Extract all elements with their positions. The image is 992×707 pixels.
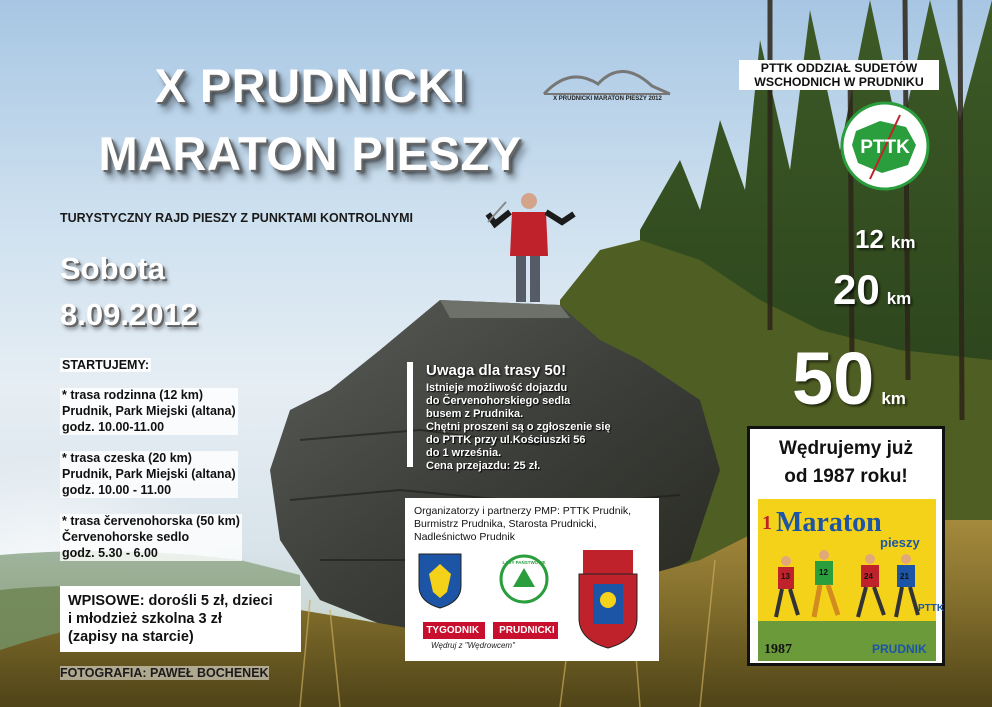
route-cervenohorska-time: godz. 5.30 - 6.00 — [62, 545, 158, 560]
forest-service-logo — [499, 554, 549, 604]
title-line-1: X PRUDNICKI — [154, 59, 466, 112]
route-family-place: Prudnik, Park Miejski (altana) — [62, 403, 236, 418]
partners-box — [405, 498, 659, 661]
fee-line-1: WPISOWE: dorośli 5 zł, dzieci — [68, 593, 273, 609]
title-line-2: MARATON PIESZY — [98, 127, 522, 180]
pttk-logo-text: PTTK — [860, 137, 910, 158]
old-poster-title: Maraton — [776, 507, 882, 538]
distance-20-unit: km — [886, 289, 912, 308]
route-czech-time: godz. 10.00 - 11.00 — [62, 482, 172, 497]
notice-line: do 1 września. — [426, 447, 502, 459]
tygodnik-left: TYGODNIK — [426, 625, 480, 636]
partners-line-1: Organizatorzy i partnerzy PMP: PTTK Prudnik, — [414, 505, 632, 517]
organizer-box — [739, 60, 939, 90]
notice-line: Cena przejazdu: 25 zł. — [426, 460, 541, 472]
tygodnik-right: PRUDNICKI — [499, 625, 555, 636]
old-poster-year: 1987 — [764, 642, 792, 657]
event-date: 8.09.2012 — [60, 297, 198, 332]
route-cervenohorska-place: Červenohorske sedlo — [62, 529, 190, 544]
distance-12-unit: km — [890, 233, 916, 252]
old-poster-subtitle: pieszy — [880, 535, 920, 550]
notice-line: Chętni proszeni są o zgłoszenie się — [426, 421, 611, 433]
since-1987-box — [747, 426, 945, 666]
county-coat-of-arms-icon — [417, 552, 463, 610]
pttk-logo — [834, 101, 936, 191]
hiker-figure — [488, 193, 574, 302]
distance-50-unit: km — [881, 389, 906, 408]
tygodnik-logo — [423, 622, 558, 639]
notice-line: Istnieje możliwość dojazdu — [426, 382, 568, 394]
distance-50 — [792, 336, 906, 421]
fee-box — [60, 586, 301, 652]
partners-line-3: Nadleśnictwo Prudnik — [414, 531, 515, 543]
old-poster-city: PRUDNIK — [872, 642, 927, 656]
organizer-line-2: WSCHODNICH W PRUDNIKU — [754, 75, 924, 89]
notice-line: do PTTK przy ul.Kościuszki 56 — [426, 434, 586, 446]
event-subtitle: TURYSTYCZNY RAJD PIESZY Z PUNKTAMI KONTROLNYMI — [60, 211, 414, 225]
old-poster-org: PTTK — [918, 603, 945, 614]
start-heading: STARTUJEMY: — [62, 358, 150, 372]
route-czech — [60, 451, 238, 498]
route-family-time: godz. 10.00-11.00 — [62, 419, 165, 434]
bib-number: 24 — [864, 572, 873, 581]
since-line-2: od 1987 roku! — [784, 466, 908, 487]
bib-number: 21 — [900, 572, 909, 581]
bib-number: 12 — [819, 568, 828, 577]
route-family — [60, 388, 238, 435]
bib-number: 13 — [781, 572, 790, 581]
distance-12 — [855, 224, 916, 255]
route-czech-place: Prudnik, Park Miejski (altana) — [62, 466, 236, 481]
notice-line: do Červenohorskiego sedla — [426, 395, 571, 407]
notice-title: Uwaga dla trasy 50! — [426, 362, 567, 379]
route-50-notice — [407, 362, 611, 472]
old-poster-number: 1 — [762, 512, 772, 534]
since-line-1: Wędrujemy już — [778, 438, 914, 459]
distance-50-value: 50 — [792, 337, 875, 420]
organizer-line-1: PTTK ODDZIAŁ SUDETÓW — [760, 61, 918, 75]
fee-line-3: (zapisy na starcie) — [68, 629, 194, 645]
distance-20-value: 20 — [833, 266, 880, 313]
since-text — [750, 435, 942, 491]
prudnik-coat-of-arms-icon — [573, 548, 643, 650]
distance-20 — [833, 266, 911, 314]
fee-line-2: i młodzież szkolna 3 zł — [68, 611, 222, 627]
photo-credit: FOTOGRAFIA: PAWEŁ BOCHENEK — [60, 666, 269, 680]
partners-line-2: Burmistrz Prudnika, Starosta Prudnicki, — [414, 518, 597, 530]
route-cervenohorska-name: * trasa červenohorska (50 km) — [62, 514, 240, 528]
notice-line: busem z Prudnika. — [426, 408, 524, 420]
first-marathon-poster — [758, 499, 945, 661]
forest-logo-text: LASY PAŃSTWOWE — [502, 560, 546, 565]
route-family-name: * trasa rodzinna (12 km) — [62, 388, 204, 402]
partners-text — [414, 505, 650, 544]
route-czech-name: * trasa czeska (20 km) — [62, 451, 192, 465]
tygodnik-caption: Wędruj z "Wędrowcem" — [431, 641, 515, 650]
route-cervenohorska — [60, 514, 242, 561]
distance-12-value: 12 — [855, 224, 884, 254]
event-day: Sobota — [60, 251, 166, 286]
marathon-mini-logo-caption: X PRUDNICKI MARATON PIESZY 2012 — [553, 96, 662, 102]
tygodnik-divider — [485, 622, 493, 639]
